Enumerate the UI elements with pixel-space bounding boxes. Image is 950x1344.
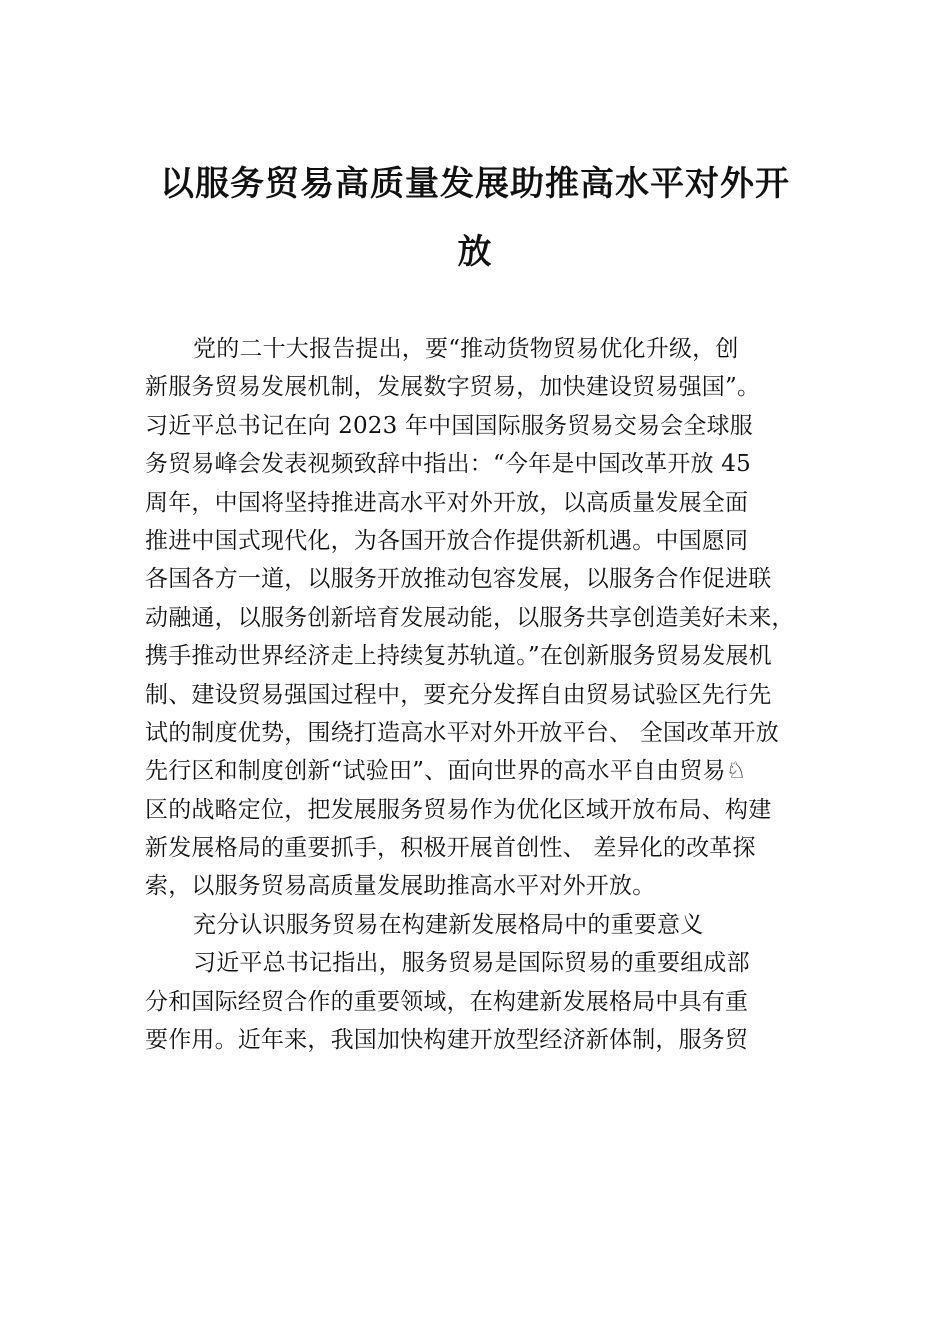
paragraph-line: 新发展格局的重要抓手，积极开展首创性、 差异化的改革探	[145, 835, 756, 862]
paragraph-line: 索，以服务贸易高质量发展助推高水平对外开放。	[145, 873, 656, 900]
paragraph-line: 制、建设贸易强国过程中，要充分发挥自由贸易试验区先行先	[145, 681, 772, 708]
paragraph-line: 试的制度优势，围绕打造高水平对外开放平台、 全国改革开放	[145, 719, 779, 746]
paragraph-line: 推进中国式现代化，为各国开放合作提供新机遇。中国愿同	[145, 527, 749, 554]
paragraph-line: 动融通，以服务创新培育发展动能，以服务共享创造美好未来，	[145, 604, 795, 631]
document-body	[145, 330, 845, 1059]
paragraph-line: 周年，中国将坚持推进高水平对外开放，以高质量发展全面	[145, 489, 749, 516]
paragraph-line: 新服务贸易发展机制，发展数字贸易，加快建设贸易强国”。	[145, 374, 761, 401]
document-title-line-2: 放	[457, 232, 493, 272]
paragraph-line: 党的二十大报告提出，要“推动货物贸易优化升级，创	[193, 336, 739, 362]
paragraph-line: 务贸易峰会发表视频致辞中指出：“今年是中国改革开放 45	[145, 451, 751, 478]
paragraph-line: 习近平总书记指出，服务贸易是国际贸易的重要组成部	[193, 950, 750, 977]
document-title-line-1: 以服务贸易高质量发展助推高水平对外开	[160, 164, 790, 204]
paragraph-line: 携手推动世界经济走上持续复苏轨道。”在创新服务贸易发展机	[145, 643, 772, 670]
paragraph-line: 各国各方一道，以服务开放推动包容发展，以服务合作促进联	[145, 566, 772, 593]
paragraph-line: 习近平总书记在向 2023 年中国国际服务贸易交易会全球服	[145, 412, 753, 439]
paragraph-line: 分和国际经贸合作的重要领域，在构建新发展格局中具有重	[145, 988, 749, 1015]
paragraph-line: 区的战略定位，把发展服务贸易作为优化区域开放布局、构建	[145, 796, 772, 823]
paragraph-line: 要作用。近年来，我国加快构建开放型经济新体制，服务贸	[145, 1027, 749, 1054]
section-heading: 充分认识服务贸易在构建新发展格局中的重要意义	[193, 911, 704, 938]
paragraph-line: 先行区和制度创新“试验田”、面向世界的高水平自由贸易♘	[145, 758, 747, 785]
